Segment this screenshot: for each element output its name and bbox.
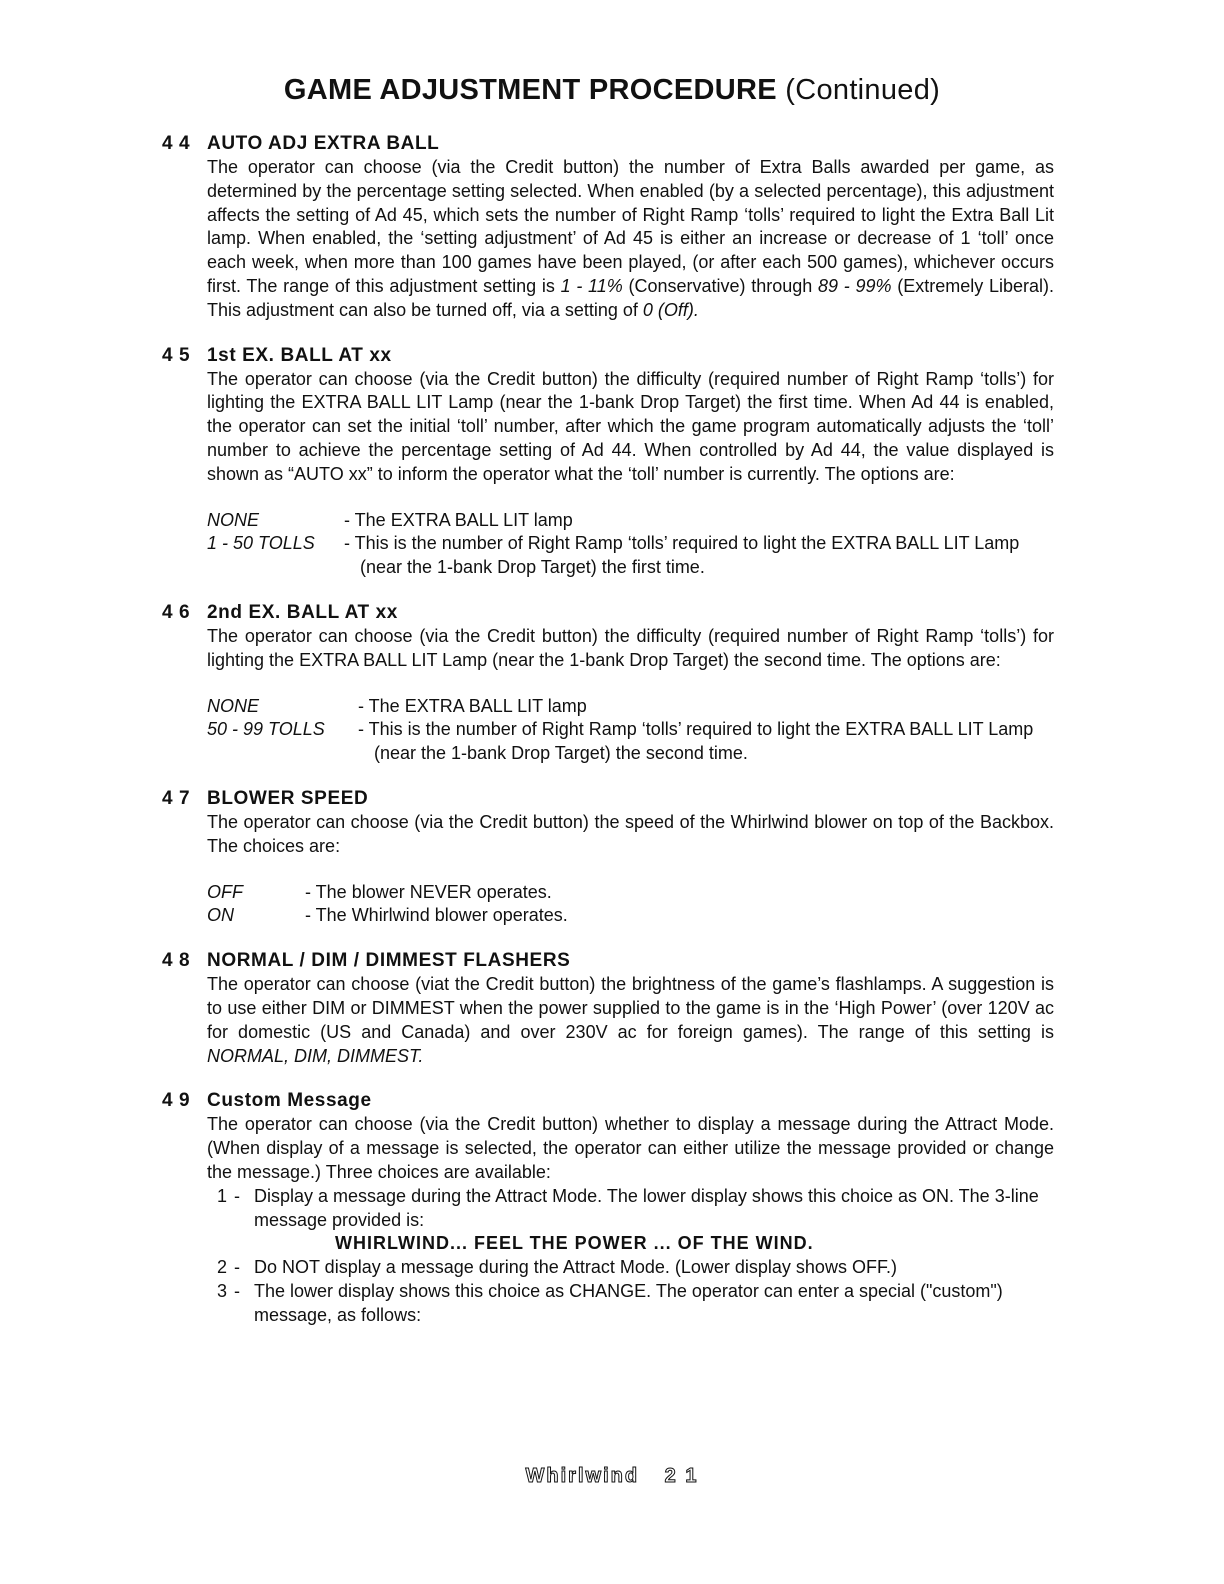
option-desc: - The blower NEVER operates. xyxy=(305,881,552,902)
section-title: Custom Message xyxy=(207,1090,372,1112)
option-row xyxy=(207,695,1054,719)
option-desc: - The Whirlwind blower operates. xyxy=(305,905,568,926)
section-47 xyxy=(162,787,1054,928)
section-46 xyxy=(162,601,1054,766)
section-number: 4 7 xyxy=(162,787,191,809)
page-title xyxy=(0,74,1224,107)
section-title: 2nd EX. BALL AT xx xyxy=(207,601,398,623)
section-number: 4 9 xyxy=(162,1090,191,1112)
section-paragraph: The operator can choose (via the Credit button) the difficulty (required number of Right Ramp ‘tolls’) for lighting the EXTRA BALL LIT Lamp (near the 1-bank Drop Target) the first time. When Ad 44 is enabled, the operator can set the initial ‘toll’ number, after which the game program automatically adjusts the ‘toll’ number to achieve the percentage setting of Ad 44. When controlled by Ad 44, the value displayed is shown as “AUTO xx” to inform the operator what the ‘toll’ number is currently. The options are: xyxy=(207,368,1054,484)
item-text: The lower display shows this choice as CHANGE. The operator can enter a special ("custom") message, as follows: xyxy=(254,1280,1003,1325)
paragraph-text: The operator can choose (via the Credit button) the number of Extra Balls awarded per game, as determined by the percentage setting selected. When enabled (by a selected percentage), this adjustment affects the setting of Ad 45, which sets the number of Right Ramp ‘tolls’ required to light the Extra Ball Lit lamp. When enabled, the ‘setting adjustment’ of Ad 45 is either an increase or decrease of 1 ‘toll’ once each week, when more than 100 games have been played, (or after each 500 games), whichever occurs first. The range of this adjustment setting is xyxy=(207,157,1054,296)
range-high: 89 - 99% xyxy=(818,275,892,296)
footer-page-number: 2 1 xyxy=(664,1465,699,1487)
range-low: 1 - 11% xyxy=(560,275,623,296)
section-number: 4 6 xyxy=(162,601,191,623)
document-body xyxy=(162,132,1054,1348)
item-number: 1 xyxy=(216,1185,227,1206)
section-paragraph xyxy=(207,156,1054,323)
section-title: AUTO ADJ EXTRA BALL xyxy=(207,133,440,154)
item-text: Display a message during the Attract Mode. The lower display shows this choice as ON. The 3-line message provided is: xyxy=(254,1185,1039,1230)
options-list xyxy=(207,881,1054,929)
section-heading xyxy=(162,344,1054,368)
footer-game-name: Whirlwind xyxy=(525,1465,640,1487)
list-item: 3 - The lower display shows this choice as CHANGE. The operator can enter a special ("custom") message, as follows: xyxy=(207,1280,1054,1328)
section-49 xyxy=(162,1089,1054,1327)
title-suffix: (Continued) xyxy=(785,74,941,106)
option-row xyxy=(207,904,1054,928)
option-desc: - This is the number of Right Ramp ‘tolls’ required to light the EXTRA BALL LIT Lamp (near the 1-bank Drop Target) the first time. xyxy=(344,533,1020,578)
section-number: 4 4 xyxy=(162,133,191,154)
section-45 xyxy=(162,344,1054,580)
off-value: 0 (Off). xyxy=(642,299,699,320)
section-paragraph: The operator can choose (via the Credit button) the speed of the Whirlwind blower on top of the Backbox. The choices are: xyxy=(207,811,1054,856)
section-heading xyxy=(162,601,1054,625)
section-paragraph: The operator can choose (via the Credit button) the difficulty (required number of Right Ramp ‘tolls’) for lighting the EXTRA BALL LIT Lamp (near the 1-bank Drop Target) the second time. The options are: xyxy=(207,625,1054,670)
option-key: 1 - 50 TOLLS xyxy=(207,533,315,554)
section-number: 4 8 xyxy=(162,950,191,972)
paragraph-text: The operator can choose (viat the Credit button) the brightness of the game’s flashlamps. A suggestion is to use either DIM or DIMMEST when the power supplied to the game is in the ‘High Power’ (over 120V ac for domestic (US and Canada) and over 230V ac for foreign games). The range of this setting is xyxy=(207,974,1054,1042)
range-end: (Extremely Liberal). This adjustment can also be turned off, via a setting of xyxy=(207,275,1055,320)
options-list xyxy=(207,695,1054,766)
choices-list xyxy=(207,1185,1054,1328)
section-44 xyxy=(162,132,1054,323)
option-desc: - This is the number of Right Ramp ‘tolls’ required to light the EXTRA BALL LIT Lamp (near the 1-bank Drop Target) the second time. xyxy=(358,719,1034,764)
section-number: 4 5 xyxy=(162,344,191,366)
list-item: 1 - Display a message during the Attract Mode. The lower display shows this choice as ON. The 3-line message provided is: xyxy=(207,1185,1054,1233)
option-key: NONE xyxy=(207,509,260,530)
section-heading xyxy=(162,787,1054,811)
section-heading xyxy=(162,1089,1054,1113)
section-heading xyxy=(162,949,1054,973)
custom-message-slogan: WHIRLWIND... FEEL THE POWER ... OF THE WIND. xyxy=(335,1233,814,1254)
option-row xyxy=(207,881,1054,905)
options-list xyxy=(207,509,1054,580)
range-value: NORMAL, DIM, DIMMEST. xyxy=(207,1045,424,1066)
section-heading xyxy=(162,132,1054,156)
option-key: 50 - 99 TOLLS xyxy=(207,719,325,740)
section-paragraph: The operator can choose (via the Credit button) whether to display a message during the Attract Mode. (When display of a message is selected, the operator can either utilize the message provided or change the message.) Three choices are available: xyxy=(207,1114,1054,1182)
option-row xyxy=(207,718,1054,766)
option-key: NONE xyxy=(207,695,260,716)
item-text: Do NOT display a message during the Attract Mode. (Lower display shows OFF.) xyxy=(254,1257,897,1278)
section-48 xyxy=(162,949,1054,1068)
section-title: BLOWER SPEED xyxy=(207,787,369,809)
section-title: 1st EX. BALL AT xx xyxy=(207,344,392,366)
page-footer xyxy=(0,1465,1224,1488)
option-row xyxy=(207,509,1054,533)
option-row xyxy=(207,532,1054,580)
range-mid: (Conservative) through xyxy=(622,275,819,296)
section-title: NORMAL / DIM / DIMMEST FLASHERS xyxy=(207,950,571,972)
title-main: GAME ADJUSTMENT PROCEDURE xyxy=(283,74,777,106)
option-desc: - The EXTRA BALL LIT lamp xyxy=(344,509,573,530)
option-desc: - The EXTRA BALL LIT lamp xyxy=(358,695,587,716)
item-number: 3 xyxy=(216,1280,227,1301)
section-paragraph xyxy=(207,973,1054,1068)
item-number: 2 xyxy=(216,1257,227,1278)
list-item: 2 - Do NOT display a message during the Attract Mode. (Lower display shows OFF.) xyxy=(207,1256,1054,1280)
option-key: OFF xyxy=(207,881,243,902)
option-key: ON xyxy=(207,905,234,926)
